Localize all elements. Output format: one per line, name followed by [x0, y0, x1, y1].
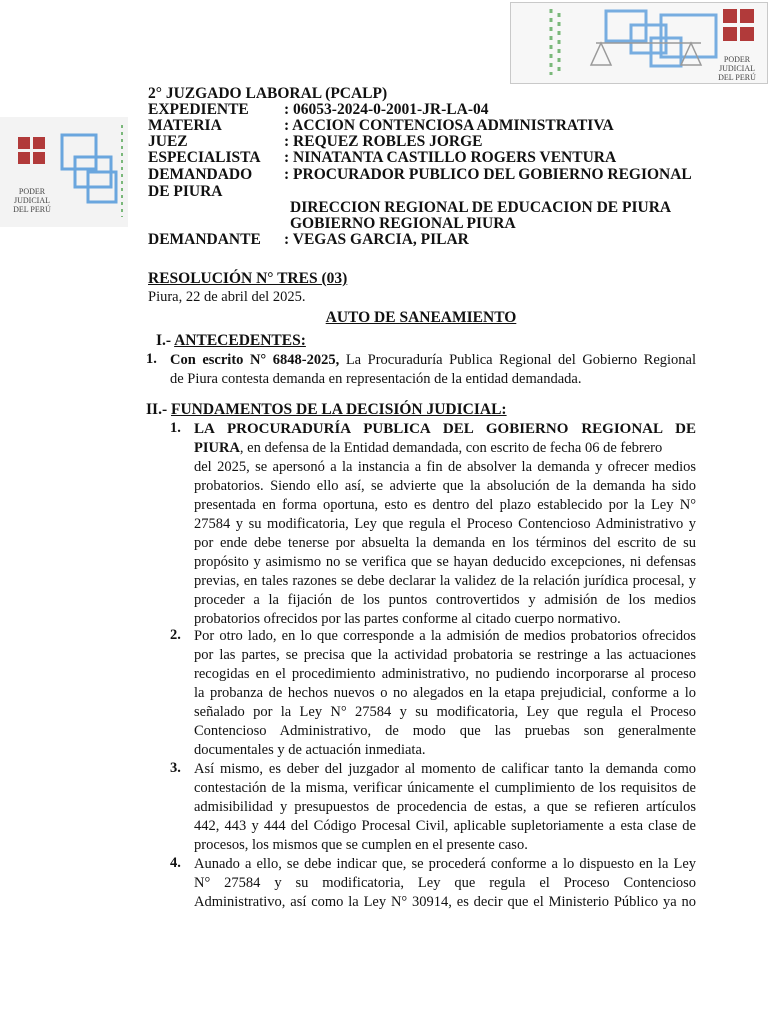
paragraph-2-line: la probanza de hechos nuevos o no alegados en la etapa prejudicial, conforme a lo: [194, 685, 696, 701]
paragraph-2-line: Contencioso Administrativo, de modo que las pruebas son generalmente: [194, 723, 696, 739]
header-label: EXPEDIENTE: [148, 101, 249, 118]
antecedentes-item-text: La Procuraduría Publica Regional del Gobierno Regional: [345, 352, 697, 368]
header-label: JUEZ: [148, 133, 188, 150]
paragraph-3-number: 3.: [170, 760, 181, 776]
paragraph-3-body: [194, 760, 696, 855]
antecedentes-item-line: [170, 351, 696, 370]
paragraph-4-line: N° 27584 y su modificatoria, Ley que regula el Proceso Contencioso: [194, 875, 696, 891]
paragraph-2-body: [194, 627, 696, 760]
header-row-demandante: [0, 232, 768, 249]
paragraph-2-line: documentales y de actuación inmediata.: [194, 742, 426, 758]
header-label: ESPECIALISTA: [148, 149, 261, 166]
logo-left-text-1: PODER JUDICIAL: [14, 187, 50, 205]
paragraph-2-line: Por otro lado, en lo que corresponde a la admisión de medios probatorios ofrecidos: [194, 628, 696, 644]
antecedentes-heading: [156, 332, 306, 350]
header-value: : NINATANTA CASTILLO ROGERS VENTURA: [284, 149, 617, 166]
antecedentes-heading-text: ANTECEDENTES:: [174, 332, 306, 349]
antecedentes-heading-num: I.-: [156, 332, 172, 349]
paragraph-1-line: por ende debe tenerse por absuelta la demanda en los términos del escrito de su: [194, 535, 696, 551]
fundamentos-heading-num: II.-: [146, 401, 168, 418]
paragraph-1-bold-piura: PIURA: [194, 440, 240, 456]
antecedentes-item-line-2: de Piura contesta demanda en representación de la entidad demandada.: [170, 371, 582, 387]
paragraph-3-line: procesos, los mismos que se cumplen en el presente caso.: [194, 837, 528, 853]
demandado-extra-1: DIRECCION REGIONAL DE EDUCACION DE PIURA: [290, 199, 672, 216]
demandado-continuation: DE PIURA: [148, 183, 223, 200]
paragraph-1-line-2-text: , en defensa de la Entidad demandada, con escrito de fecha 06 de febrero: [239, 440, 663, 456]
antecedentes-item-number: 1.: [146, 351, 157, 367]
paragraph-4-line: Administrativo, así como la Ley N° 30914, es decir que el Ministerio Público ya no: [194, 894, 696, 910]
fundamentos-heading-text: FUNDAMENTOS DE LA DECISIÓN JUDICIAL:: [170, 401, 507, 418]
paragraph-3-line: Así mismo, es deber del juzgador al momento de calificar tanto la demanda como: [194, 761, 696, 777]
header-label: DEMANDADO: [148, 166, 253, 183]
paragraph-4-line: Aunado a ello, se debe indicar que, se procederá conforme a lo dispuesto en la Ley: [194, 856, 696, 872]
paragraph-2-line: por las partes, se precisa que la actividad probatoria se restringe a las actuaciones: [194, 647, 696, 663]
poder-judicial-logo-top: [510, 2, 768, 84]
logo-top-text-2: DEL PERÚ: [718, 73, 756, 82]
demandante-label: DEMANDANTE: [148, 231, 261, 248]
paragraph-1-line-2: [194, 439, 696, 458]
resolution-title: RESOLUCIÓN N° TRES (03): [148, 270, 348, 287]
logo-top-text-1: PODER JUDICIAL: [719, 55, 755, 73]
header-value: : PROCURADOR PUBLICO DEL GOBIERNO REGIONAL: [284, 166, 692, 183]
antecedentes-item-bold: Con escrito N° 6848-2025,: [170, 352, 340, 368]
paragraph-1-line: propósito y asimismo no se verifica que se hayan deducido excepciones, ni defensas: [194, 554, 696, 570]
paragraph-1-body: [194, 458, 696, 629]
header-value: : 06053-2024-0-2001-JR-LA-04: [284, 101, 489, 118]
paragraph-1-line: 27584 y su modificatoria, Ley que regula el Proceso Contencioso Administrativo y: [194, 516, 696, 532]
header-value: : ACCION CONTENCIOSA ADMINISTRATIVA: [284, 117, 614, 134]
header-value: : REQUEZ ROBLES JORGE: [284, 133, 483, 150]
paragraph-3-line: admisibilidad y presupuestos de procedencia de estas, a que se refieren artículos: [194, 799, 696, 815]
header-label: MATERIA: [148, 117, 222, 134]
logo-left-text-2: DEL PERÚ: [13, 205, 51, 214]
header-row: [0, 167, 768, 184]
paragraph-1-line: del 2025, se apersonó a la instancia a fin de absolver la demanda y ofrecer medios: [194, 459, 696, 475]
demandado-extra-2: GOBIERNO REGIONAL PIURA: [290, 215, 516, 232]
paragraph-1-line: previas, en tales razones se debe declarar la validez de la relación jurídica procesal, y: [194, 573, 696, 589]
fundamentos-heading: [146, 401, 507, 419]
paragraph-3-line: 442, 443 y 444 del Código Procesal Civil, aplicable supletoriamente a esta clase de: [194, 818, 696, 834]
header-row: [0, 150, 768, 167]
court-name: 2° JUZGADO LABORAL (PCALP): [148, 85, 388, 102]
demandante-value: : VEGAS GARCIA, PILAR: [284, 231, 469, 248]
paragraph-4-body: [194, 855, 696, 912]
paragraph-4-number: 4.: [170, 855, 181, 871]
paragraph-1-number: 1.: [170, 420, 181, 436]
paragraph-1-line: proceder a la fijación de los puntos controvertidos y admisión de los medios: [194, 592, 696, 608]
paragraph-3-line: contestación de la misma, verificar únicamente el cumplimiento de los requisitos de: [194, 780, 696, 796]
resolution-date: Piura, 22 de abril del 2025.: [148, 289, 306, 305]
document-title: AUTO DE SANEAMIENTO: [325, 309, 517, 326]
paragraph-2-line: recogidas en el procedimiento administrativo, no pudiendo incorporarse al proceso: [194, 666, 696, 682]
paragraph-1-line: probatorios. Siendo ello así, se advierte que la absolución de la demanda ha sido: [194, 478, 696, 494]
paragraph-1-bold-line: LA PROCURADURÍA PUBLICA DEL GOBIERNO REGIONAL DE: [194, 421, 696, 437]
paragraph-2-number: 2.: [170, 627, 181, 643]
paragraph-2-line: señalado por la Ley N° 27584 y su modificatoria, Ley que regula el Proceso: [194, 704, 696, 720]
paragraph-1-line: presentada en forma oportuna, esto es dentro del plazo establecido por la Ley N°: [194, 497, 696, 513]
paragraph-1-line: probatorios ofrecidos por las partes conforme al citado cuerpo normativo.: [194, 611, 621, 627]
